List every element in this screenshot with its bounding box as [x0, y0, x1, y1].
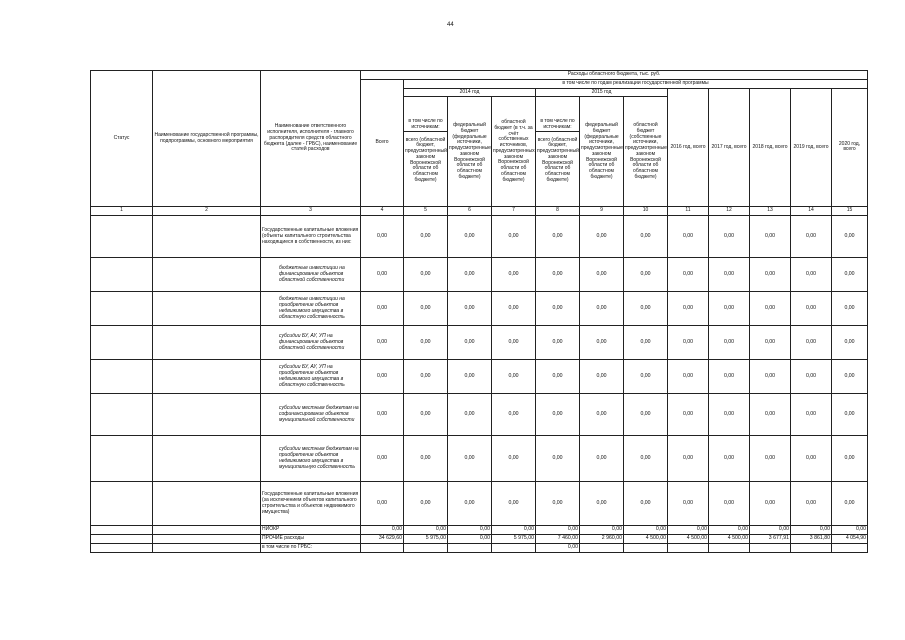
row-value: 0,00 [668, 292, 709, 326]
row-value: 0,00 [404, 482, 448, 526]
row-value: 0,00 [448, 535, 492, 544]
header-expenses-title: Расходы областного бюджета, тыс. руб. [361, 71, 868, 80]
header-year-2015: 2015 год [536, 88, 668, 97]
row-label: субсидии БУ, АУ, УП на приобретение объектов недвижимого имущества в областную собственность [261, 360, 361, 394]
row-value: 0,00 [750, 360, 791, 394]
column-number: 5 [404, 207, 448, 216]
row-value: 0,00 [832, 394, 868, 436]
row-value: 0,00 [668, 394, 709, 436]
column-number: 10 [624, 207, 668, 216]
row-label: ПРОЧИЕ расходы [261, 535, 361, 544]
row-label: Государственные капитальные вложения (объекты капитального строительства находящиеся в собственности, из них: [261, 216, 361, 258]
row-value: 34 629,60 [361, 535, 404, 544]
row-value: 0,00 [668, 436, 709, 482]
header-incl-sources-2015: в том числе по источникам: [536, 119, 579, 132]
row-program-cell [153, 216, 261, 258]
table-row [91, 326, 868, 360]
row-value: 0,00 [624, 216, 668, 258]
row-program-cell [153, 535, 261, 544]
row-value: 4 500,00 [709, 535, 750, 544]
row-value: 0,00 [624, 526, 668, 535]
row-value: 0,00 [624, 258, 668, 292]
row-value: 0,00 [791, 258, 832, 292]
row-value: 4 500,00 [624, 535, 668, 544]
row-value: 0,00 [668, 360, 709, 394]
row-value: 0,00 [536, 258, 580, 292]
row-value: 0,00 [832, 526, 868, 535]
header-2015-reg: областной бюджет (собственные источники, предусмотренные законом Воронежской области об областном бюджете) [624, 97, 668, 207]
row-status-cell [91, 216, 153, 258]
row-value: 0,00 [832, 326, 868, 360]
row-value [580, 544, 624, 553]
row-value: 0,00 [492, 360, 536, 394]
row-value: 0,00 [448, 482, 492, 526]
row-value: 0,00 [536, 526, 580, 535]
row-value: 0,00 [668, 258, 709, 292]
row-value: 0,00 [791, 360, 832, 394]
row-value: 0,00 [361, 482, 404, 526]
row-value: 0,00 [404, 258, 448, 292]
row-value: 0,00 [750, 258, 791, 292]
row-value: 0,00 [791, 292, 832, 326]
header-2016: 2016 год, всего [668, 88, 709, 207]
row-value: 0,00 [709, 326, 750, 360]
row-value: 0,00 [709, 360, 750, 394]
row-value: 0,00 [361, 360, 404, 394]
row-value: 0,00 [580, 526, 624, 535]
row-program-cell [153, 436, 261, 482]
row-value: 0,00 [668, 216, 709, 258]
row-value: 0,00 [791, 216, 832, 258]
header-program-name: Наименование государственной программы, подпрограммы, основного мероприятия [153, 71, 261, 207]
row-value: 0,00 [492, 526, 536, 535]
row-program-cell [153, 360, 261, 394]
row-value: 0,00 [361, 292, 404, 326]
column-number: 11 [668, 207, 709, 216]
row-value: 0,00 [448, 326, 492, 360]
row-status-cell [91, 544, 153, 553]
row-value: 0,00 [580, 258, 624, 292]
row-value: 0,00 [832, 360, 868, 394]
row-value: 0,00 [709, 482, 750, 526]
page-number: 44 [447, 22, 454, 28]
row-value: 0,00 [624, 292, 668, 326]
table-row [91, 394, 868, 436]
row-value: 0,00 [361, 326, 404, 360]
row-value: 0,00 [492, 482, 536, 526]
header-status: Статус [91, 71, 153, 207]
row-value: 0,00 [492, 292, 536, 326]
row-value: 0,00 [492, 436, 536, 482]
row-value [624, 544, 668, 553]
row-value: 0,00 [361, 436, 404, 482]
row-value: 0,00 [624, 436, 668, 482]
column-number: 15 [832, 207, 868, 216]
row-value: 0,00 [361, 258, 404, 292]
table-row [91, 216, 868, 258]
row-value: 0,00 [404, 216, 448, 258]
row-status-cell [91, 526, 153, 535]
row-value: 0,00 [404, 292, 448, 326]
table-row [91, 535, 868, 544]
row-value: 0,00 [791, 436, 832, 482]
row-value: 0,00 [361, 526, 404, 535]
table-row [91, 360, 868, 394]
row-value: 0,00 [750, 436, 791, 482]
row-value: 0,00 [791, 394, 832, 436]
row-value: 0,00 [750, 394, 791, 436]
row-status-cell [91, 436, 153, 482]
row-value: 0,00 [580, 216, 624, 258]
table-row [91, 482, 868, 526]
header-2019: 2019 год, всего [791, 88, 832, 207]
column-number: 2 [153, 207, 261, 216]
row-value: 0,00 [580, 394, 624, 436]
row-value: 0,00 [624, 482, 668, 526]
row-value: 0,00 [832, 436, 868, 482]
row-label: Государственные капитальные вложения (за исключением объектов капитального строительства и объектов недвижимого имущества) [261, 482, 361, 526]
row-value: 0,00 [448, 292, 492, 326]
row-status-cell [91, 394, 153, 436]
row-program-cell [153, 258, 261, 292]
row-value: 3 677,91 [750, 535, 791, 544]
row-value: 0,00 [404, 326, 448, 360]
header-year-2014: 2014 год [404, 88, 536, 97]
row-value: 4 500,00 [668, 535, 709, 544]
row-value: 0,00 [536, 436, 580, 482]
column-number: 8 [536, 207, 580, 216]
table-row [91, 544, 868, 553]
row-value: 0,00 [361, 394, 404, 436]
row-value: 0,00 [580, 436, 624, 482]
row-value: 0,00 [448, 394, 492, 436]
row-value: 0,00 [492, 326, 536, 360]
column-number: 1 [91, 207, 153, 216]
row-value: 0,00 [448, 258, 492, 292]
row-value: 0,00 [624, 360, 668, 394]
row-value: 0,00 [750, 482, 791, 526]
row-value: 7 460,00 [536, 535, 580, 544]
row-program-cell [153, 544, 261, 553]
column-number: 6 [448, 207, 492, 216]
row-status-cell [91, 326, 153, 360]
header-incl-sources-2014: в том числе по источникам: [404, 119, 447, 132]
row-value: 0,00 [832, 482, 868, 526]
row-value: 0,00 [709, 292, 750, 326]
row-value: 0,00 [668, 482, 709, 526]
row-value [750, 544, 791, 553]
row-value: 3 861,80 [791, 535, 832, 544]
header-2017: 2017 год, всего [709, 88, 750, 207]
row-value [492, 544, 536, 553]
row-status-cell [91, 482, 153, 526]
row-label: субсидии местным бюджетам на софинансирование объектов муниципальной собственности [261, 394, 361, 436]
row-value: 0,00 [709, 216, 750, 258]
header-2014-total [404, 97, 448, 207]
row-label: бюджетные инвестиции на приобретение объектов недвижимого имущества в областную собственность [261, 292, 361, 326]
row-value: 0,00 [750, 292, 791, 326]
row-value [448, 544, 492, 553]
row-value: 0,00 [580, 292, 624, 326]
column-number: 12 [709, 207, 750, 216]
row-value: 0,00 [536, 482, 580, 526]
header-2015-total [536, 97, 580, 207]
row-value: 0,00 [361, 216, 404, 258]
row-value: 0,00 [536, 292, 580, 326]
table-row [91, 526, 868, 535]
header-2014-fed: федеральный бюджет (федеральные источники, предусмотренные законом Воронежской области об областном бюджете) [448, 97, 492, 207]
row-value: 0,00 [791, 526, 832, 535]
row-label: субсидии БУ, АУ, УП на финансирование объектов областной собственности [261, 326, 361, 360]
row-value: 0,00 [580, 482, 624, 526]
row-value: 0,00 [448, 360, 492, 394]
row-program-cell [153, 482, 261, 526]
row-value: 0,00 [791, 482, 832, 526]
row-value: 0,00 [404, 394, 448, 436]
row-value: 0,00 [536, 394, 580, 436]
row-value: 5 975,00 [404, 535, 448, 544]
row-value: 0,00 [492, 394, 536, 436]
row-value: 2 960,00 [580, 535, 624, 544]
row-program-cell [153, 326, 261, 360]
column-number: 9 [580, 207, 624, 216]
row-value: 0,00 [404, 526, 448, 535]
row-status-cell [91, 535, 153, 544]
row-value: 0,00 [750, 216, 791, 258]
row-value: 0,00 [750, 326, 791, 360]
row-value: 0,00 [791, 326, 832, 360]
header-2014-reg: областной бюджет (в т.ч. за счёт собственных источников, предусмотренных законом Воронежской области об областном бюджете) [492, 97, 536, 207]
row-value: 0,00 [709, 258, 750, 292]
column-number: 13 [750, 207, 791, 216]
row-value [668, 544, 709, 553]
row-value: 0,00 [404, 360, 448, 394]
row-value [791, 544, 832, 553]
row-value: 0,00 [404, 436, 448, 482]
row-program-cell [153, 526, 261, 535]
row-status-cell [91, 292, 153, 326]
row-value: 0,00 [668, 526, 709, 535]
row-value [832, 544, 868, 553]
row-value: 0,00 [448, 436, 492, 482]
row-value: 0,00 [832, 216, 868, 258]
header-total: Всего [361, 79, 404, 207]
header-2015-fed: федеральный бюджет (федеральные источники, предусмотренные законом Воронежской области об областном бюджете) [580, 97, 624, 207]
row-value: 0,00 [624, 326, 668, 360]
row-value: 0,00 [536, 216, 580, 258]
header-incl-years: в том числе по годам реализации государственной программы [404, 79, 868, 88]
row-value: 0,00 [580, 326, 624, 360]
row-value: 0,00 [536, 360, 580, 394]
table-row [91, 292, 868, 326]
column-number: 3 [261, 207, 361, 216]
row-label: НИОКР [261, 526, 361, 535]
row-program-cell [153, 292, 261, 326]
column-number: 4 [361, 207, 404, 216]
row-value: 4 054,90 [832, 535, 868, 544]
table-row [91, 258, 868, 292]
row-value: 0,00 [832, 292, 868, 326]
row-value [404, 544, 448, 553]
header-2014-total-text: всего (областной бюджет, предусмотренный законом Воронежской области об областном бюджете) [405, 136, 447, 183]
row-value: 0,00 [448, 216, 492, 258]
row-label: субсидии местным бюджетам на приобретение объектов недвижимого имущества в муниципальную собственность [261, 436, 361, 482]
header-responsible: Наименование ответственного исполнителя, исполнителя - главного распорядителя средств областного бюджета (далее - ГРБС), наименование статей расходов [261, 71, 361, 207]
row-value: 0,00 [832, 258, 868, 292]
row-value: 0,00 [709, 436, 750, 482]
row-value: 0,00 [750, 526, 791, 535]
column-number-row [91, 207, 868, 216]
row-value: 0,00 [536, 544, 580, 553]
row-value: 0,00 [709, 394, 750, 436]
row-value: 0,00 [580, 360, 624, 394]
row-label: бюджетные инвестиции на финансирование объектов областной собственности [261, 258, 361, 292]
column-number: 7 [492, 207, 536, 216]
row-value: 5 975,00 [492, 535, 536, 544]
row-value: 0,00 [668, 326, 709, 360]
row-value: 0,00 [709, 526, 750, 535]
row-value: 0,00 [492, 216, 536, 258]
header-2015-total-text: всего (областной бюджет, предусмотренный законом Воронежской области об областном бюджете) [537, 136, 579, 183]
row-value [361, 544, 404, 553]
row-value: 0,00 [536, 326, 580, 360]
header-2018: 2018 год, всего [750, 88, 791, 207]
row-value: 0,00 [492, 258, 536, 292]
row-label: в том числе по ГРБС: [261, 544, 361, 553]
row-value: 0,00 [624, 394, 668, 436]
row-status-cell [91, 360, 153, 394]
header-2020: 2020 год, всего [832, 88, 868, 207]
row-value: 0,00 [448, 526, 492, 535]
column-number: 14 [791, 207, 832, 216]
row-value [709, 544, 750, 553]
table-row [91, 436, 868, 482]
expenses-table [90, 70, 868, 553]
row-status-cell [91, 258, 153, 292]
row-program-cell [153, 394, 261, 436]
